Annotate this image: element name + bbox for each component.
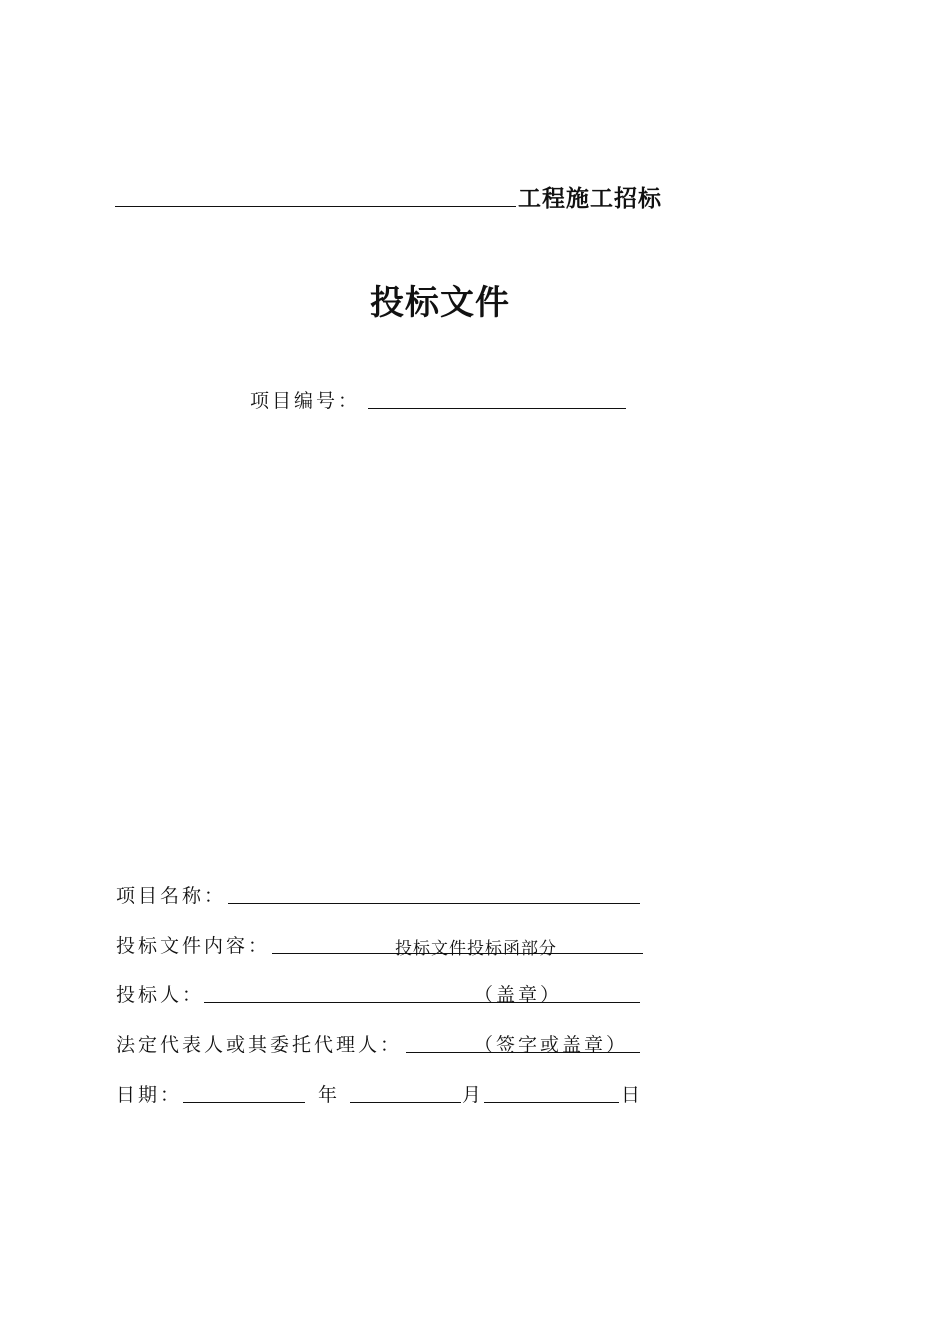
content-value: 投标文件投标函部分	[395, 939, 557, 959]
content-label: 投标文件内容：	[116, 935, 271, 957]
date-day-blank[interactable]	[484, 1102, 619, 1103]
header-project-name-blank[interactable]	[115, 206, 516, 207]
project-name-blank[interactable]	[228, 903, 640, 904]
date-month-blank[interactable]	[350, 1102, 461, 1103]
project-number-blank[interactable]	[368, 408, 626, 409]
bidder-label: 投标人：	[116, 984, 205, 1006]
date-label: 日期：	[116, 1084, 183, 1106]
bidder-blank[interactable]	[204, 1002, 640, 1003]
date-day-label: 日	[621, 1084, 644, 1106]
bidder-seal-note: （盖章）	[474, 984, 563, 1006]
representative-blank[interactable]	[406, 1052, 640, 1053]
date-year-blank[interactable]	[183, 1102, 305, 1103]
project-number-label: 项目编号：	[250, 390, 361, 412]
representative-sign-note: （签字或盖章）	[474, 1034, 629, 1056]
document-title: 投标文件	[370, 283, 510, 323]
header-title: 工程施工招标	[518, 186, 662, 212]
date-month-label: 月	[462, 1084, 485, 1106]
project-name-label: 项目名称：	[116, 885, 227, 907]
content-blank[interactable]	[272, 953, 643, 954]
representative-label: 法定代表人或其委托代理人：	[116, 1034, 403, 1056]
date-year-label: 年	[318, 1084, 341, 1106]
